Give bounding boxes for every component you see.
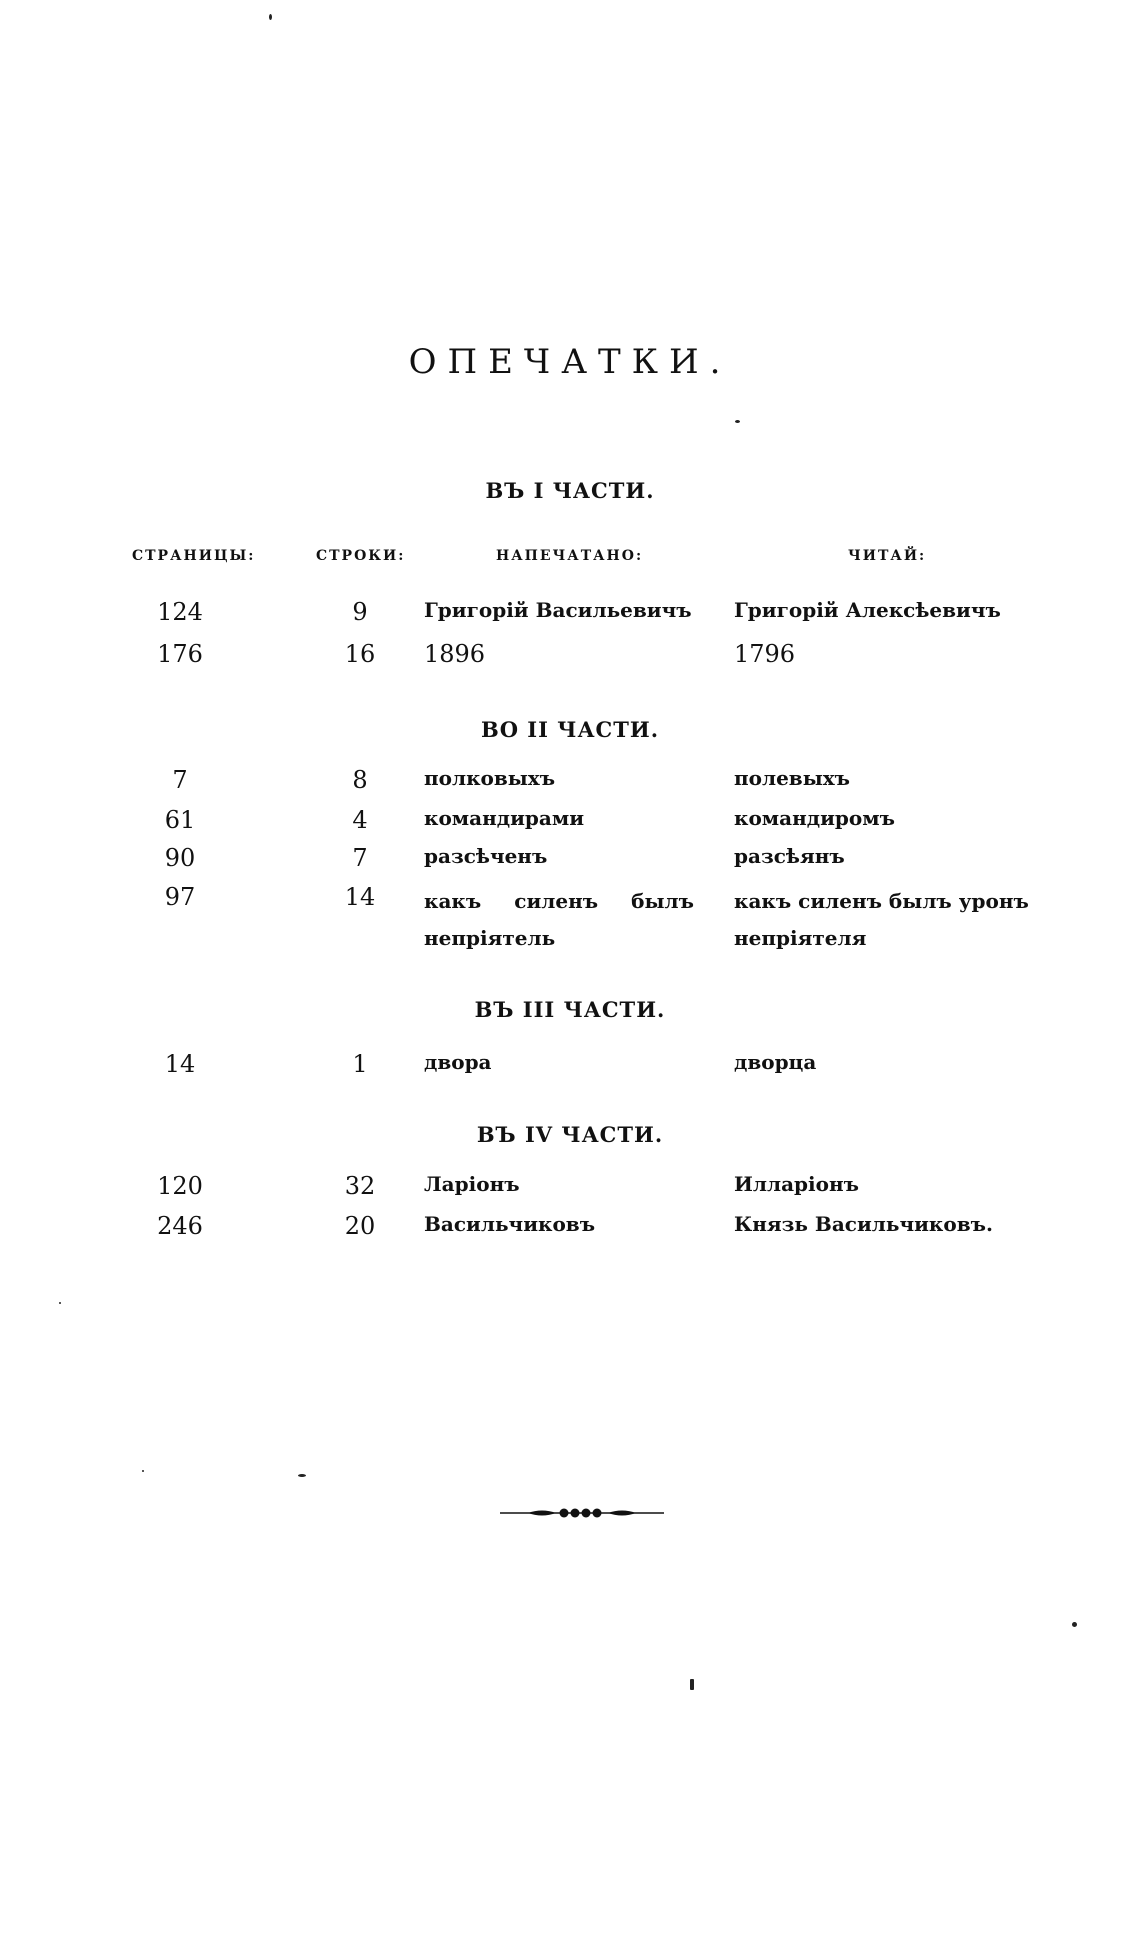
table-row (0, 1212, 1140, 1252)
correct-text: разсѣянъ (734, 844, 845, 868)
correct-text: полевыхъ (734, 766, 851, 790)
section-title-part-1: ВЪ I ЧАСТИ. (485, 478, 655, 503)
printed-text: разсѣченъ (424, 844, 548, 868)
table-row (0, 1050, 1140, 1090)
scan-speck (298, 1474, 306, 1477)
correct-text: Илларіонъ (734, 1172, 859, 1196)
page-number: 176 (157, 640, 203, 668)
correct-text: командиромъ (734, 806, 895, 830)
line-number: 14 (344, 883, 376, 911)
correct-text: Григорій Алексѣевичъ (734, 598, 1001, 622)
ornament-divider-icon (500, 1503, 664, 1523)
header-lines: СТРОКИ: (316, 548, 406, 564)
scan-speck (269, 14, 272, 20)
page-number: 61 (164, 806, 196, 834)
line-number: 20 (344, 1212, 376, 1240)
scan-speck (142, 1470, 144, 1472)
page-number: 97 (164, 883, 196, 911)
section-title-part-2: ВО II ЧАСТИ. (480, 717, 660, 742)
correct-text: Князь Васильчиковъ. (734, 1212, 993, 1236)
line-number: 9 (352, 598, 368, 626)
line-number: 8 (352, 766, 368, 794)
line-number: 1 (352, 1050, 368, 1078)
section-title-part-4: ВЪ IV ЧАСТИ. (476, 1122, 664, 1147)
line-number: 16 (344, 640, 376, 668)
printed-text: какъ силенъ былъ непріятель (424, 889, 694, 950)
header-read: ЧИТАЙ: (848, 548, 927, 564)
table-row (0, 1172, 1140, 1212)
page-number: 7 (172, 766, 188, 794)
table-row (0, 844, 1140, 884)
header-pages: СТРАНИЦЫ: (132, 548, 256, 564)
line-number: 7 (352, 844, 368, 872)
section-title-part-3: ВЪ III ЧАСТИ. (474, 997, 666, 1022)
scan-speck (735, 420, 740, 423)
scan-speck (1072, 1622, 1077, 1627)
scan-speck (690, 1679, 694, 1690)
page-number: 14 (164, 1050, 196, 1078)
page-number: 124 (157, 598, 203, 626)
printed-text: полковыхъ (424, 766, 556, 790)
page-title: ОПЕЧАТКИ. (408, 342, 732, 382)
correct-text: 1796 (734, 640, 796, 668)
table-row (0, 640, 1140, 680)
correct-text: какъ силенъ былъ уронъ непріятеля (734, 889, 1029, 950)
line-number: 4 (352, 806, 368, 834)
correct-text: дворца (734, 1050, 817, 1074)
table-row (0, 598, 1140, 638)
scan-speck (59, 1302, 61, 1304)
printed-text: 1896 (424, 640, 486, 668)
table-row (0, 806, 1140, 846)
printed-text: Ларіонъ (424, 1172, 520, 1196)
printed-text: двора (424, 1050, 492, 1074)
page-number: 246 (157, 1212, 203, 1240)
printed-text: Васильчиковъ (424, 1212, 596, 1236)
page-number: 90 (164, 844, 196, 872)
printed-text: Григорій Васильевичъ (424, 598, 692, 622)
printed-text: командирами (424, 806, 585, 830)
table-row (0, 883, 1140, 963)
header-printed: НАПЕЧАТАНО: (496, 548, 644, 564)
page-number: 120 (157, 1172, 203, 1200)
table-row (0, 766, 1140, 806)
line-number: 32 (344, 1172, 376, 1200)
